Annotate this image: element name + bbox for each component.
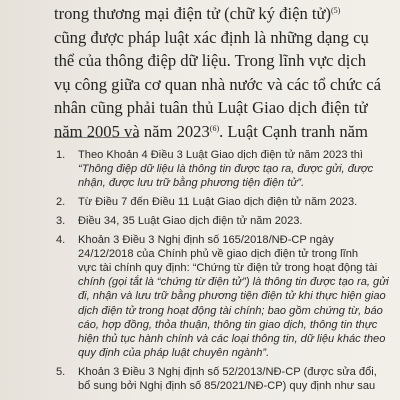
footnote-line: dịch điện tử trong hoạt động tài chính; bao gồm chứng từ, báo <box>78 304 383 317</box>
footnotes <box>54 148 398 398</box>
footnote-line: vực tài chính quy định: “Chứng từ điện tử trong hoạt động tài <box>78 261 378 274</box>
footnote-line: hiện thủ tục hành chính và các loại thông tin, dữ liệu khác theo <box>78 332 386 345</box>
footnote-line: nhận, được lưu trữ bằng phương tiện điện tử”. <box>78 177 305 190</box>
footnote-ref: (5) <box>331 6 341 15</box>
body-line: vụ công giữa cơ quan nhà nước và các tổ chức cá <box>54 74 381 94</box>
body-line: nhân cũng phải tuân thủ Luật Giao dịch điện tử <box>54 98 368 118</box>
footnote-separator <box>54 137 138 138</box>
footnote-line: Điều 34, 35 Luật Giao dịch điện tử năm 2023. <box>78 214 303 227</box>
footnote-3 <box>54 214 398 228</box>
footnote-line: quy định của pháp luật chuyên ngành”. <box>78 347 270 360</box>
footnote-line: “Thông điệp dữ liệu là thông tin được tạo ra, được gửi, được <box>78 163 374 176</box>
footnote-line: Khoản 3 Điều 3 Nghị định số 165/2018/NĐ-CP ngày <box>78 233 334 246</box>
footnote-line: 24/12/2018 của Chính phủ về giao dịch điện tử trong lĩnh <box>78 247 359 260</box>
body-line: trong thương mại điện tử (chữ ký điện tử)$^{(5)}$ <box>54 4 341 23</box>
footnote-1 <box>54 148 398 191</box>
footnote-number: 2. <box>56 196 66 209</box>
footnote-number: 3. <box>56 214 66 227</box>
footnote-number: 4. <box>56 233 66 246</box>
footnote-ref: (6) <box>209 123 220 133</box>
footnote-line: Theo Khoản 4 Điều 3 Luật Giao dịch điện tử năm 2023 thì <box>78 149 363 161</box>
body-line: năm 2005 và năm 2023$^{(6)}$. Luật Cạnh tranh năm <box>54 121 368 141</box>
body-paragraph <box>54 2 398 144</box>
footnote-line: đi, nhận và lưu trữ bằng phương tiện điện tử khi thực hiện giao <box>78 290 386 303</box>
footnote-number: 1. <box>56 149 66 161</box>
footnote-number: 5. <box>56 365 66 378</box>
footnote-4 <box>54 233 398 361</box>
footnote-2 <box>54 195 398 209</box>
body-line: thể của thông điệp dữ liệu. Trong lĩnh vực dịch <box>54 51 367 71</box>
footnote-line: bổ sung bởi Nghị định số 85/2021/NĐ-CP) quy định như sau <box>78 380 376 393</box>
footnote-5 <box>54 365 398 393</box>
footnote-line: Khoản 3 Điều 3 Nghị định số 52/2013/NĐ-CP (được sửa đổi, <box>78 365 377 378</box>
footnote-line: chính (gọi tắt là “chứng từ điện tử”) là thông tin được tạo ra, gửi <box>78 276 389 289</box>
body-line: cũng được pháp luật xác định là những dạng cụ <box>54 27 369 47</box>
footnote-line: Từ Điều 7 đến Điều 11 Luật Giao dịch điện tử năm 2023. <box>78 196 358 209</box>
footnote-line: cáo, hợp đồng, thỏa thuận, thông tin giao dịch, thông tin thực <box>78 318 378 331</box>
